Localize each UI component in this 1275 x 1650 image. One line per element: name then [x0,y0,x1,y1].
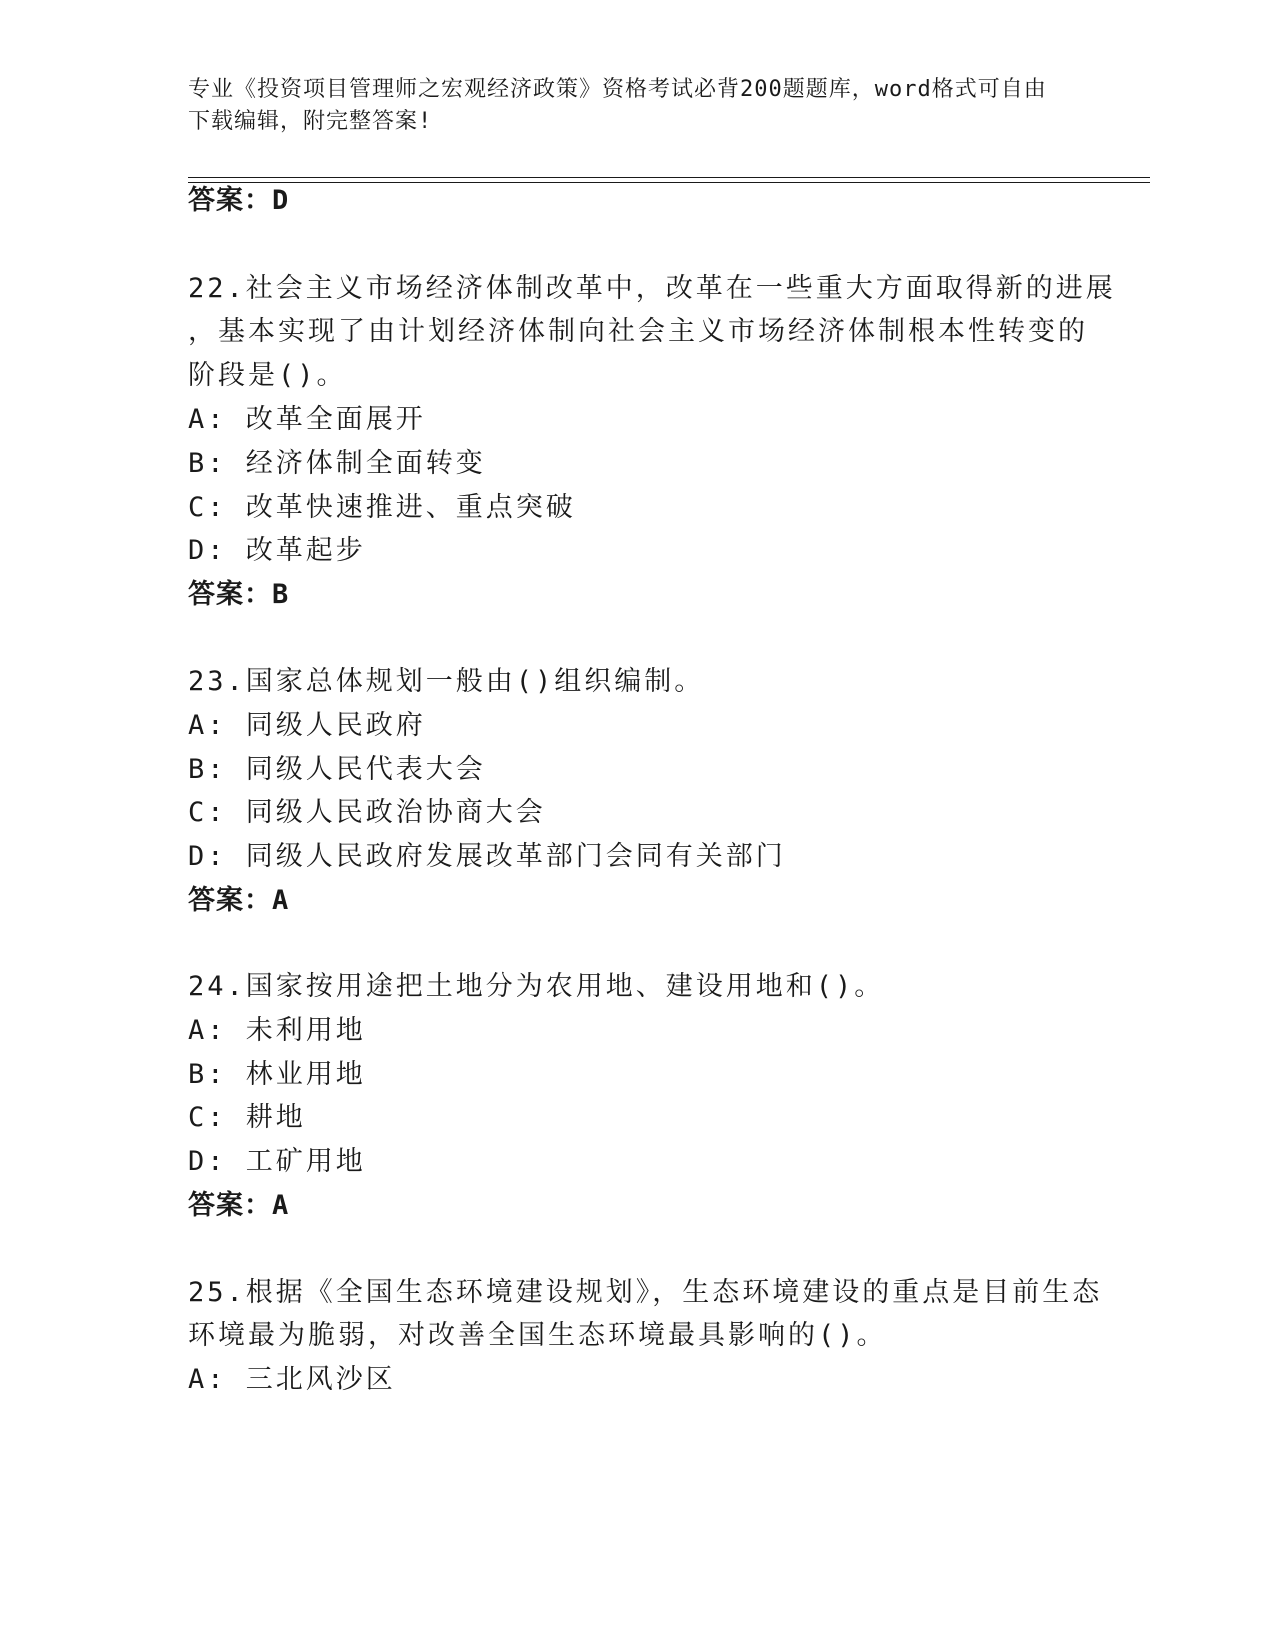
option-d: D: 改革起步 [188,535,366,566]
option-b: B: 林业用地 [188,1059,366,1090]
question-stem-line: 24.国家按用途把土地分为农用地、建设用地和()。 [188,971,885,1002]
answer-label: 答案：B [188,579,290,610]
question-stem-line: 阶段是()。 [188,360,347,391]
option-b: B: 经济体制全面转变 [188,448,486,479]
document-header: 专业《投资项目管理师之宏观经济政策》资格考试必背200题题库，word格式可自由下载编辑，附完整答案! [188,77,1047,134]
question-stem-line: 环境最为脆弱，对改善全国生态环境最具影响的()。 [188,1320,887,1351]
option-d: D: 工矿用地 [188,1146,366,1177]
option-a: A: 未利用地 [188,1015,366,1046]
option-c: C: 改革快速推进、重点突破 [188,492,576,523]
option-c: C: 同级人民政治协商大会 [188,797,546,828]
option-a: A: 三北风沙区 [188,1364,396,1395]
header-divider-bottom [188,182,1150,183]
option-a: A: 改革全面展开 [188,404,426,435]
answer-label: 答案：D [188,185,290,216]
option-a: A: 同级人民政府 [188,710,426,741]
option-d: D: 同级人民政府发展改革部门会同有关部门 [188,841,786,872]
question-stem-line: 22.社会主义市场经济体制改革中，改革在一些重大方面取得新的进展 [188,273,1116,304]
answer-label: 答案：A [188,885,290,916]
question-stem-line: ，基本实现了由计划经济体制向社会主义市场经济体制根本性转变的 [188,316,1088,347]
question-stem-line: 23.国家总体规划一般由()组织编制。 [188,666,705,697]
option-c: C: 耕地 [188,1102,306,1133]
question-stem-line: 25.根据《全国生态环境建设规划》，生态环境建设的重点是目前生态 [188,1277,1103,1308]
header-divider-top [188,177,1150,178]
option-b: B: 同级人民代表大会 [188,754,486,785]
answer-label: 答案：A [188,1190,290,1221]
